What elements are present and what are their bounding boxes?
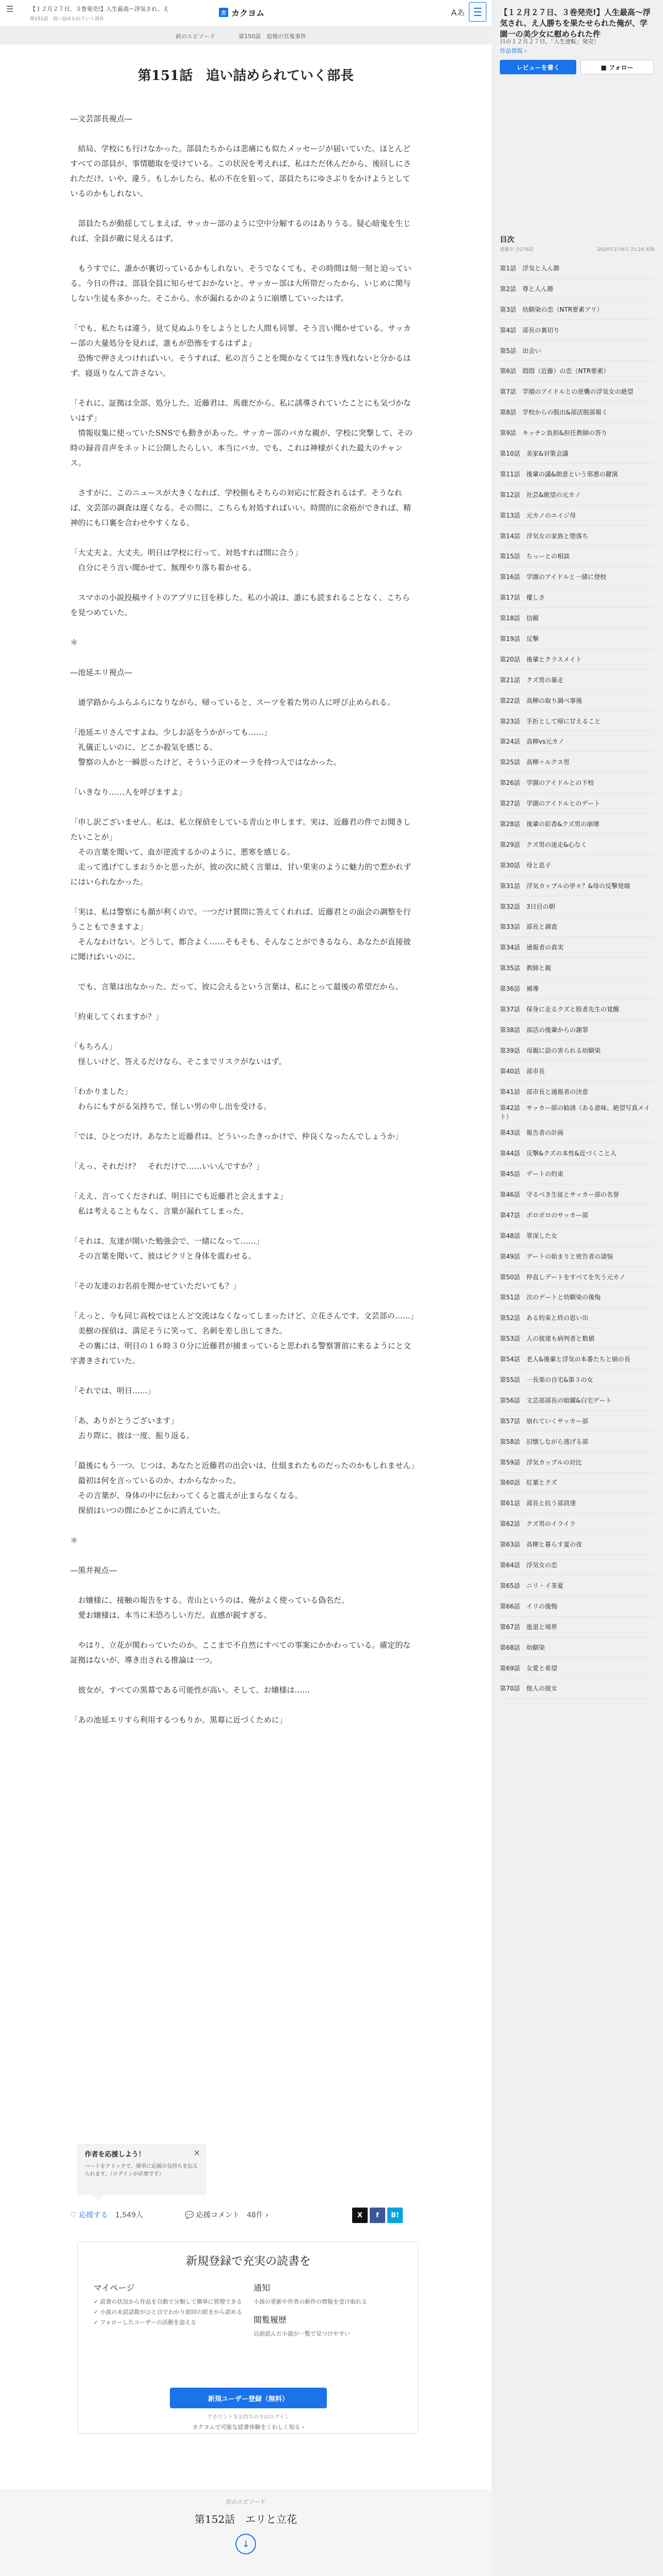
toc-meta (500, 246, 655, 252)
episode-paragraph: 情報収集に使っていたSNSでも動きがあった。サッカー部のバカな親が、学校に突撃して、その時の録音音声をネットに公開したらしい。本当にバカ。でも、これは神様がくれた最大のチャンス。 (70, 428, 413, 468)
register-mypage-col (93, 2281, 248, 2328)
episode-paragraph (70, 1264, 416, 1279)
toc-heading: 目次 (500, 236, 514, 244)
episode-paragraph (70, 994, 416, 1009)
toc-updated: 2024年2月6日 21:24 更新 (597, 247, 655, 252)
episode-paragraph (70, 1114, 416, 1129)
logo-mark: カ (219, 8, 228, 17)
toc-item[interactable]: 第58話 旧懐しながら逃げる部 (500, 1431, 655, 1452)
episode-paragraph: 「もちろん」 (70, 1042, 117, 1051)
toc-item[interactable]: 第69話 女愛と希望 (500, 1658, 655, 1679)
episode-paragraph: ＊ (70, 638, 78, 647)
toc-item[interactable]: 第36話 補導 (500, 978, 655, 999)
episode-paragraph: 部員たちが動揺してしまえば、サッカー部のように空中分解するのはありうる。疑心暗鬼を生じれば、全員が敵に見えるはず。 (70, 219, 411, 243)
episode-paragraph: 「でも、私たちは違う。見て見ぬふりをしようとした人間も同罪。そう言い聞かせている。サッカー部の大量処分を見れば、誰もが恐怖をするはずよ」 (70, 324, 411, 348)
toc-item[interactable]: 第66話 イリの後悔 (500, 1596, 655, 1617)
header-episode-title: 第151話 追い詰められていく部長 (30, 17, 104, 22)
episode-paragraph: 自分にそう言い聞かせて、無理やり落ち着かせる。 (70, 563, 256, 572)
toc-item[interactable]: 第17話 優しさ (500, 587, 655, 608)
toc-item[interactable]: 第59話 浮気カップルの対比 (500, 1452, 655, 1473)
kakuyomu-logo[interactable] (219, 6, 264, 19)
next-episode-label: 次のエピソード (226, 2499, 266, 2505)
episode-paragraph: 美樹の探偵は、満足そうに笑って、名刺を差し出してきた。 (70, 1326, 287, 1335)
toc-item[interactable]: 第3話 幼馴染の恋（NTR要素アリ） (500, 299, 655, 320)
episode-paragraph: 「いきなり……人を呼びますよ」 (70, 787, 187, 797)
episode-paragraph: 「その友達のお名前を聞かせていただいても？」 (70, 1281, 241, 1291)
toc-item[interactable]: 第14話 浮気女の家族と堕落ち (500, 526, 655, 546)
episode-paragraph (70, 800, 416, 815)
toc-item[interactable]: 第20話 後輩とクラスメイト (500, 649, 655, 670)
episode-paragraph: 「では、ひとつだけ。あなたと近藤君は、どういったきっかけで、仲良くなったんでしょうか」 (70, 1132, 403, 1141)
episode-paragraph: 「あ、ありがとうございます」 (70, 1416, 179, 1425)
toc-item[interactable]: 第10話 美家&対策会議 (500, 443, 655, 464)
episode-paragraph (70, 650, 416, 665)
episode-paragraph: さすがに、このニュースが大きくなれば、学校側もそちらの対応に忙殺されるはず。そうなれば、文芸部の調査は遅くなる。その間に、こちらも対処すればいい。時間的に余裕ができれば、精神的にも口裏を合わせやすくなる。 (70, 488, 412, 527)
next-episode-title: 第152話 エリと立花 (194, 2513, 297, 2525)
share-facebook-button[interactable]: f (370, 2208, 385, 2223)
episode-paragraph: 怪しいけど、答えるだけなら、そこまでリスクがないはず。 (70, 1057, 287, 1066)
font-size-icon[interactable]: Aあ (451, 7, 465, 18)
toc-item[interactable]: 第45話 デートの約束 (500, 1164, 655, 1184)
toc-item[interactable]: 第54話 老人&後輩と浮気の本番たちと崩の長 (500, 1349, 655, 1370)
episode-paragraph (70, 201, 416, 216)
toc-item[interactable]: 第52話 ある約束と終の思い出 (500, 1308, 655, 1328)
close-icon[interactable]: × (193, 2148, 200, 2158)
episode-paragraph: 「それは、友達が開いた勉強会で、一緒になって……」 (70, 1236, 264, 1246)
toc-item[interactable]: 第41話 部市長と通報者の決意 (500, 1082, 655, 1102)
toc-item[interactable]: 第53話 人の彼達も病判者と数値 (500, 1328, 655, 1349)
toc-item[interactable]: 第25話 高柳＋ルクス男 (500, 752, 655, 772)
episode-paragraph: ―池延エリ視点― (70, 668, 133, 677)
episode-paragraph (70, 1578, 416, 1593)
episode-subnav (0, 27, 492, 44)
episode-paragraph (70, 1069, 416, 1084)
episode-paragraph: そんなわけない。どうして、都合よく……そもそも、そんなことができるなら、あなたが直接彼に聞けばいいのに。 (70, 937, 411, 961)
toc-item[interactable]: 第34話 通報者の真実 (500, 937, 655, 958)
toc-item[interactable]: 第2話 尊と人ん勝 (500, 279, 655, 299)
episode-paragraph (70, 1548, 416, 1563)
episode-paragraph: その言葉を聞いて、血が逆流するかのように、悪寒を感じる。 (70, 847, 295, 857)
table-of-contents-button[interactable] (469, 2, 486, 22)
episode-paragraph: 愛お嬢様は、本当に末恐ろしい方だ。直感が鋭すぎる。 (70, 1611, 272, 1620)
toc-item[interactable]: 第67話 進退と境界 (500, 1617, 655, 1637)
toc-item[interactable]: 第23話 手折として帰に甘えること (500, 711, 655, 732)
episode-paragraph: 「申し訳ございません。私は、私立探偵をしている青山と申します。実は、近藤君の件でお聞きしたいことが」 (70, 817, 411, 842)
toc-item[interactable]: 第4話 部長の裏切り (500, 320, 655, 341)
register-history-head: 閲覧履歴 (254, 2315, 287, 2325)
share-hatena-button[interactable]: B! (387, 2208, 403, 2223)
follow-button[interactable]: ■ フォロー (580, 60, 654, 74)
episode-paragraph: その言葉を聞いて、彼はピクリと身体を震わせる。 (70, 1251, 256, 1261)
toc-item[interactable]: 第44話 反撃&クズの本性&近づくこと人 (500, 1143, 655, 1164)
episode-paragraph: 私は考えることもなく、言葉が漏れてしまった。 (70, 1206, 248, 1216)
toc-item[interactable]: 第26話 学園のアイドルとの下校 (500, 772, 655, 793)
episode-paragraph: 「えっと、今も同じ高校でほとんど交流はなくなってしまったけど、立花さんです。文芸部の……」 (70, 1311, 418, 1321)
toc-item[interactable]: 第13話 元カノのエイジ母 (500, 505, 655, 526)
register-history-text: 以前読んだ小説が一覧で見つけやすい (254, 2330, 350, 2337)
toc-item[interactable]: 第27話 学園のアイドルとのデート (500, 793, 655, 814)
logo-text: カクヨム (231, 8, 265, 18)
cheer-tooltip (77, 2144, 207, 2195)
episode-paragraph (70, 1668, 416, 1683)
episode-paragraph: スマホの小説投稿サイトのアプリに目を移した。私の小説は、誰にも読まれることなく、こちらを見つめていた。 (70, 593, 410, 617)
cheer-button[interactable] (70, 2210, 143, 2220)
header-work-title: 【１２月２７日、３巻発売!】人生最高～浮気され、え (30, 6, 169, 12)
sidebar-work-title[interactable]: 【１２月２７日、３巻発売!】人生最高～浮気され、え人勝ちを果たせられた俺が、学園一の美少女に慰められた件 (500, 8, 651, 39)
episode-paragraph: 「えっ、それだけ？ それだけで……いいんですか？」 (70, 1162, 264, 1171)
episode-paragraph: ―文芸部長視点― (70, 114, 133, 123)
toc-status: 連載中 全278話 (500, 247, 534, 252)
toc-item[interactable]: 第31話 浮気カップルの亭々？&母の反撃発端 (500, 876, 655, 896)
toc-item[interactable]: 第56話 文芸部部長の暗躍&白宅デート (500, 1390, 655, 1411)
episode-paragraph: 恐怖で押さえつければいい。そうすれば、私の言うことを聞かなくては生き残れないと分かるはず。寝返りなんて許さない。 (70, 353, 411, 378)
register-title: 新規登録で充実の読書を (185, 2255, 311, 2268)
toc-item[interactable]: 第7話 学園のアイドルとの逆襲の浮気女の絶望 (500, 381, 655, 402)
toc-item[interactable]: 第35話 教師と親 (500, 958, 655, 978)
toc-item[interactable]: 第49話 デートの始まりと密告者の諸悩 (500, 1246, 655, 1267)
episode-paragraph (70, 1219, 416, 1234)
toc-item[interactable]: 第19話 反撃 (500, 629, 655, 649)
toc-item[interactable]: 第43話 報告者の計画 (500, 1122, 655, 1143)
prev-episode-title[interactable]: 第150話 追憶の冥鬼事件 (239, 33, 306, 40)
episode-paragraph: もうすでに、誰かが裏切っているかもしれない。そうでなくても、その時間は刻一刻と迫っている。今日の件は、部員全員に知らせておかないと。サッカー部は大所帯だったから、いじめに関与しない生徒も多かった。そこから、水が漏れるかのように崩壊していったはず。 (70, 264, 412, 303)
sidebar-announce: 日の１２月２７日、「人生逆転」発売！ (500, 38, 599, 45)
comment-count: 48件 (246, 2211, 263, 2219)
cheer-tooltip-body: ハートをクリックで、簡単に応援の気持ちを伝えられます。（ログインが必要です） (85, 2164, 198, 2177)
episode-paragraph: 通学路からふらふらになりながら、帰っていると、スーツを着た男の人に呼び止められる。 (70, 698, 395, 707)
episode-paragraph: 「わかりました」 (70, 1087, 133, 1096)
login-link[interactable]: アカウントをお持ちの方はログイン (207, 2414, 290, 2420)
register-mypage-head: マイページ (93, 2283, 135, 2293)
episode-paragraph (70, 1369, 416, 1383)
toc-item[interactable]: 第1話 浮気と人ん勝 (500, 258, 655, 279)
episode-paragraph: 去り際に、彼は一度、振り返る。 (70, 1431, 195, 1440)
episode-paragraph (70, 1518, 416, 1533)
episode-paragraph: その言葉が、身体の中に伝わってくると震えが止まらなくなる。 (70, 1491, 303, 1500)
episode-paragraph (70, 1698, 416, 1713)
episode-paragraph (70, 620, 416, 635)
toc-item[interactable]: 第12話 社芸&絶望の元カノ (500, 485, 655, 505)
comment-button[interactable]: 💬 応援コメント 48件 › (185, 2211, 269, 2219)
episode-paragraph (70, 680, 416, 695)
back-arrow-icon[interactable]: ☰ (6, 4, 14, 14)
episode-paragraph: わらにもすがる気持ちで、怪しい男の申し出を受ける。 (70, 1102, 272, 1111)
toc-item[interactable]: 第5話 出会い (500, 341, 655, 361)
toc-item[interactable]: 第50話 仲直しデートをすべてを失う元カノ (500, 1267, 655, 1287)
sidebar (492, 0, 663, 2576)
episode-paragraph (70, 1443, 416, 1458)
episode-paragraph: 警察の人かと一瞬思ったけど、そういう正のオーラを持つ人ではなかった。 (70, 758, 342, 767)
register-mypage-item: ✓ 小説の未読話数がひと目でわかり前回の続きから読める (93, 2309, 242, 2315)
toc-item[interactable]: 第29話 クズ男の迷走&心なく (500, 834, 655, 855)
episode-paragraph: ―黒井視点― (70, 1566, 117, 1575)
episode-paragraph: 最初は何を言っているのか、わからなかった。 (70, 1476, 241, 1485)
toc-item[interactable]: 第48話 罪深した女 (500, 1226, 655, 1246)
toc-item[interactable]: 第28話 後輩の彩香&クズ男の崩壊 (500, 814, 655, 834)
toc-item[interactable]: 第40話 部市長 (500, 1061, 655, 1082)
toc-item[interactable]: 第70話 他人の彼女 (500, 1678, 655, 1699)
episode-paragraph (70, 1294, 416, 1309)
toc-item[interactable]: 第15話 ちっーとの相談 (500, 546, 655, 567)
signup-button[interactable]: 新規ユーザー登録（無料） (170, 2388, 327, 2408)
toc-item[interactable]: 第32話 3日目の朝 (500, 896, 655, 917)
toc-item[interactable]: 第57話 崩れていくサッカー部 (500, 1411, 655, 1431)
header-work-info[interactable] (30, 5, 216, 22)
episode-paragraph: 「それに、証拠は全部、処分した。近藤君は、馬鹿だから、私に誘導されていたことにも気づかないはず」 (70, 398, 412, 423)
prev-episode-link[interactable]: 前のエピソード (176, 33, 215, 40)
cheer-label: ♡ 応援する (70, 2211, 108, 2219)
episode-paragraph (70, 890, 416, 905)
episode-paragraph (70, 1398, 416, 1413)
episode-paragraph (70, 1144, 416, 1159)
toc-item[interactable]: 第39話 母親に語の害られる幼馴染 (500, 1040, 655, 1061)
toc-item[interactable]: 第8話 学校からの脱出&部活脱部報く (500, 402, 655, 423)
episode-paragraph: 礼儀正しいのに、どこか殺気を感じる。 (70, 743, 218, 752)
episode-paragraph: 「池延エリさんですよね。少しお話をうかがっても……」 (70, 728, 272, 737)
register-notify-text: 小説の更新や作者の新作の情報を受け取れる (254, 2298, 367, 2305)
toc-item[interactable]: 第16話 学園のアイドルと一緒に登校 (500, 567, 655, 587)
toc-item[interactable]: 第9話 キッチン負担&担任教師の答り (500, 423, 655, 443)
episode-paragraph (70, 246, 416, 261)
episode-paragraph (70, 306, 416, 321)
episode-paragraph: でも、言葉は出なかった。だって、彼に会えるという言葉は、私にとって最後の希望だから。 (70, 982, 403, 991)
learn-more-link[interactable]: カクヨムで可能な読書体験をくわしく知る › (192, 2424, 305, 2430)
episode-title: 第151話 追い詰められていく部長 (137, 68, 354, 84)
toc-item[interactable]: 第60話 紅葉とクズ (500, 1473, 655, 1493)
toc-item[interactable]: 第68話 幼馴染 (500, 1637, 655, 1658)
toc-item[interactable]: 第6話 悶悶（近藤）の恋（NTR要素） (500, 361, 655, 381)
episode-paragraph: 「ええ、言ってくだされば、明日にでも近藤君と会えますよ」 (70, 1192, 288, 1201)
down-arrow-icon[interactable]: ↓ (235, 2534, 256, 2554)
episode-paragraph (70, 381, 416, 396)
episode-paragraph (70, 530, 416, 545)
toc-item[interactable]: 第65話 ニリ・イ茶夏 (500, 1575, 655, 1596)
episode-paragraph: 彼女が、すべての黒幕である可能性が高い。そして、お嬢様は…… (70, 1685, 310, 1695)
episode-paragraph: 探偵はいつの間にかどこかに消えていた。 (70, 1506, 226, 1515)
work-info-link[interactable]: 作品情報 › (500, 47, 527, 54)
toc-item[interactable]: 第11話 後輩の議&朗意という邪悪の鍵演 (500, 464, 655, 485)
episode-paragraph: その裏には、明日の１６時３０分に近藤君が捕まっていると思われる警察署前に来るようにと文字書きされていた。 (70, 1341, 412, 1365)
next-episode-box[interactable] (0, 2489, 492, 2576)
episode-paragraph: 走って逃げてしまおうかと思ったが、彼の次に続く言葉は、甘い果実のように魅力的で惹かれずにはいられなかった。 (70, 862, 412, 887)
episode-paragraph (70, 575, 416, 590)
register-notify-col (254, 2281, 403, 2340)
share-x-button[interactable]: X (352, 2208, 368, 2223)
toc-item[interactable]: 第64話 浮気女の恋 (500, 1555, 655, 1575)
episode-paragraph (70, 710, 416, 725)
comment-label: 応援コメント (196, 2211, 240, 2219)
toc-item[interactable]: 第33話 部長と調査 (500, 917, 655, 938)
episode-paragraph: 「約束してくれますか？」 (70, 1012, 164, 1021)
register-mypage-item: ✓ フォローしたユーザーの活動を追える (93, 2319, 197, 2326)
episode-paragraph: やはり、立花が関わっていたのか。ここまで不自然にすべての事案にかかわっている。確定的な証拠はないが、導き出される推論は一つ。 (70, 1640, 411, 1665)
toc-item[interactable]: 第46話 守るべき生徒とサッカー部の名誉 (500, 1184, 655, 1205)
toc-item[interactable]: 第42話 サッカー部の勧誘（ある意味、絶望写真メイト） (500, 1102, 655, 1123)
toc-item[interactable]: 第51話 次のデートと幼馴染の後悔 (500, 1287, 655, 1308)
toc-item[interactable]: 第63話 高柳と暮らす夏の夜 (500, 1534, 655, 1555)
episode-paragraph (70, 1623, 416, 1638)
episode-paragraph: 「それでは、明日……」 (70, 1386, 156, 1395)
episode-main (0, 44, 492, 2576)
register-mypage-item: ✓ 読書の状況から作品を自動で分類して簡単に管理できる (93, 2298, 242, 2305)
episode-paragraph (70, 1024, 416, 1039)
episode-paragraph (70, 471, 416, 486)
episode-paragraph (70, 964, 416, 979)
episode-paragraph (70, 126, 416, 141)
toc-item[interactable]: 第38話 部活の後輩からの謝罪 (500, 1020, 655, 1040)
register-promo (77, 2242, 418, 2434)
write-review-button[interactable]: レビューを書く (500, 60, 576, 74)
episode-paragraph: 「最後にもう一つ。じつは、あなたと近藤君の出会いは、仕組まれたものだったのかもしれません」 (70, 1461, 419, 1470)
toc-list (500, 258, 655, 1699)
toc-item[interactable]: 第55話 一長楽の自宅&第３の女 (500, 1370, 655, 1390)
cheer-count: 1,549人 (115, 2211, 144, 2219)
cheer-tooltip-title: 作者を応援しよう！ (85, 2151, 146, 2159)
episode-paragraph (70, 770, 416, 785)
toc-item[interactable]: 第24話 高柳vs元カノ (500, 731, 655, 752)
episode-paragraph: 「大丈夫よ。大丈夫。明日は学校に行って、対処すれば間に合う」 (70, 548, 303, 557)
toc-item[interactable]: 第62話 クズ男のイライラ (500, 1514, 655, 1534)
episode-paragraph (70, 1174, 416, 1189)
toc-item[interactable]: 第18話 信頼 (500, 608, 655, 629)
episode-paragraph: 「あの池延エリすら利用するつもりか。黒幕に近づくために」 (70, 1715, 287, 1725)
episode-body (70, 111, 419, 1728)
toc-item[interactable]: 第37話 保身に走るクズと股者先生の覚醒 (500, 999, 655, 1020)
toc-item[interactable]: 第21話 クズ男の暴走 (500, 670, 655, 690)
register-notify-head: 通知 (254, 2283, 271, 2293)
toc-item[interactable]: 第30話 母と息子 (500, 855, 655, 876)
episode-paragraph: 「実は、私は警察にも顔が利くので。一つだけ質問に答えてくれれば、近藤君との面会の調整を行うこともできますよ」 (70, 907, 411, 931)
episode-paragraph: ＊ (70, 1536, 78, 1545)
episode-actions (70, 2204, 421, 2225)
toc-item[interactable]: 第22話 高柳の取り調べ事後 (500, 690, 655, 711)
toc-item[interactable]: 第61話 部長と抗う部員達 (500, 1493, 655, 1514)
episode-paragraph: 結局、学校にも行けなかった。部員たちからは悲痛にも似たメッセージが届いていた。ほとんどすべての部員が、事情聴取を受けている。この状況を考えれば、私はただ休んだから、後回しにされただけ。いや、違う。もしかしたら、私の不在を狙って、部員たちにゆさぶりをかけようとしているのかもしれない。 (70, 144, 411, 198)
episode-paragraph: お嬢様に、接触の報告をする。青山というのは、俺がよく使っている偽名だ。 (70, 1596, 350, 1605)
toc-item[interactable]: 第47話 ボロボロのサッカー部 (500, 1205, 655, 1226)
